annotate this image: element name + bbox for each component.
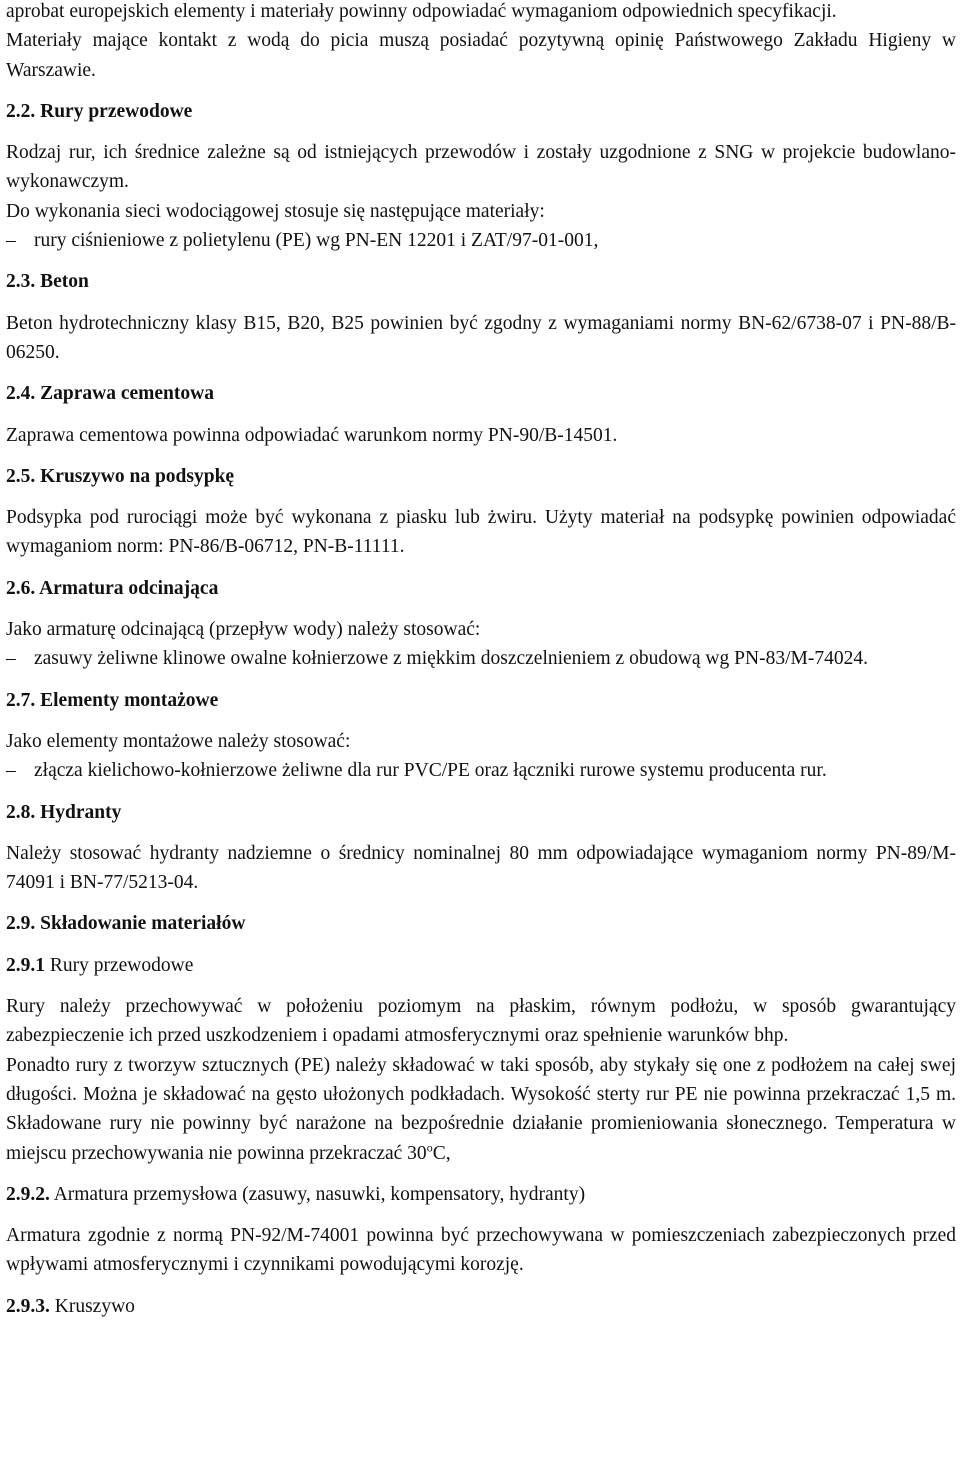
list-item-text: złącza kielichowo-kołnierzowe żeliwne dla rur PVC/PE oraz łączniki rurowe systemu producenta rur. bbox=[34, 760, 827, 782]
section-number: 2.9.1 bbox=[6, 954, 45, 976]
list-item bbox=[6, 644, 956, 673]
section-number: 2.9.3. bbox=[6, 1295, 50, 1317]
section-2-4-paragraph-1: Zaprawa cementowa powinna odpowiadać warunkom normy PN-90/B-14501. bbox=[6, 424, 618, 446]
section-2-9-1-paragraph-1: Rury należy przechowywać w położeniu poziomym na płaskim, równym podłożu, w sposób gwarantujący zabezpieczenie ich przed uszkodzeniem i opadami atmosferycznymi oraz spełnienie warunków bhp. bbox=[6, 996, 956, 1047]
section-number: 2.8. bbox=[6, 801, 36, 823]
section-heading-2-5 bbox=[6, 462, 956, 491]
section-2-8-paragraph-1: Należy stosować hydranty nadziemne o średnicy nominalnej 80 mm odpowiadające wymaganiom normy PN-89/M-74091 i BN-77/5213-04. bbox=[6, 842, 956, 894]
section-title: Rury przewodowe bbox=[40, 100, 193, 122]
section-title: Zaprawa cementowa bbox=[40, 383, 214, 405]
intro-paragraph-2: Materiały mające kontakt z wodą do picia muszą posiadać pozytywną opinię Państwowego Zakładu Higieny w Warszawie. bbox=[6, 30, 956, 81]
subsection-heading-2-9-3 bbox=[6, 1292, 956, 1321]
section-2-2-paragraph-2: Do wykonania sieci wodociągowej stosuje się następujące materiały: bbox=[6, 200, 545, 222]
section-title: Rury przewodowe bbox=[49, 954, 194, 976]
section-title: Armatura odcinająca bbox=[39, 577, 219, 599]
subsection-heading-2-9-2 bbox=[6, 1180, 956, 1209]
dash-bullet: – bbox=[6, 648, 16, 670]
section-2-9-2-paragraph-1: Armatura zgodnie z normą PN-92/M-74001 powinna być przechowywana w pomieszczeniach zabezpieczonych przed wpływami atmosferycznymi i czynnikami powodującymi korozję. bbox=[6, 1225, 956, 1276]
section-title: Kruszywo bbox=[54, 1295, 135, 1317]
section-title: Kruszywo na podsypkę bbox=[40, 465, 235, 487]
section-title: Beton bbox=[40, 271, 89, 293]
section-number: 2.9.2. bbox=[6, 1183, 50, 1205]
section-title: Elementy montażowe bbox=[40, 689, 219, 711]
section-2-5-paragraph-1: Podsypka pod rurociągi może być wykonana z piasku lub żwiru. Użyty materiał na podsypkę powinien odpowiadać wymaganiom norm: PN-86/B-06712, PN-B-11111. bbox=[6, 507, 956, 558]
section-title: Armatura przemysłowa (zasuwy, nasuwki, kompensatory, hydranty) bbox=[53, 1183, 586, 1205]
paragraph-text-end: C, bbox=[432, 1142, 451, 1164]
list-item bbox=[6, 756, 956, 785]
section-heading-2-7 bbox=[6, 686, 956, 715]
section-heading-2-8 bbox=[6, 798, 956, 827]
section-number: 2.5. bbox=[6, 465, 36, 487]
section-heading-2-3 bbox=[6, 267, 956, 296]
section-number: 2.2. bbox=[6, 100, 36, 122]
section-2-7-paragraph-1: Jako elementy montażowe należy stosować: bbox=[6, 730, 351, 752]
section-heading-2-9 bbox=[6, 909, 956, 938]
intro-paragraph-1: aprobat europejskich elementy i materiały powinny odpowiadać wymaganiom odpowiednich specyfikacji. bbox=[6, 1, 837, 22]
section-title: Składowanie materiałów bbox=[40, 913, 246, 935]
dash-bullet: – bbox=[6, 760, 16, 782]
section-2-9-1-paragraph-2 bbox=[6, 1051, 956, 1168]
section-2-2-paragraph-1: Rodzaj rur, ich średnice zależne są od istniejących przewodów i zostały uzgodnione z SNG w projekcie budowlano-wykonawczym. bbox=[6, 142, 956, 193]
degree-superscript: o bbox=[426, 1140, 433, 1154]
section-2-3-paragraph-1: Beton hydrotechniczny klasy B15, B20, B25 powinien być zgodny z wymaganiami normy BN-62/6738-07 i PN-88/B-06250. bbox=[6, 312, 956, 363]
paragraph-text: Ponadto rury z tworzyw sztucznych (PE) należy składować w taki sposób, aby stykały się one z podłożem na całej swej długości. Można je składować na gęsto ułożonych podkładach. Wysokość sterty rur PE nie powinna przekraczać 1,5 m. Składowane rury nie powinny być narażone na bezpośrednie działanie promieniowania słonecznego. Temperatura w miejscu przechowywania nie powinna przekraczać 30 bbox=[6, 1054, 956, 1164]
section-number: 2.4. bbox=[6, 383, 36, 405]
list-item-text: rury ciśnieniowe z polietylenu (PE) wg PN-EN 12201 i ZAT/97-01-001, bbox=[34, 230, 599, 252]
section-heading-2-6 bbox=[6, 574, 956, 603]
subsection-heading-2-9-1 bbox=[6, 951, 956, 980]
section-2-6-paragraph-1: Jako armaturę odcinającą (przepływ wody) należy stosować: bbox=[6, 619, 481, 641]
section-number: 2.6. bbox=[6, 577, 36, 599]
dash-bullet: – bbox=[6, 230, 16, 252]
section-title: Hydranty bbox=[40, 801, 122, 823]
section-number: 2.3. bbox=[6, 271, 36, 293]
section-number: 2.7. bbox=[6, 689, 36, 711]
list-item-text: zasuwy żeliwne klinowe owalne kołnierzowe z miękkim doszczelnieniem z obudową wg PN-83/M-74024. bbox=[34, 648, 868, 670]
section-heading-2-2 bbox=[6, 97, 956, 126]
section-number: 2.9. bbox=[6, 913, 36, 935]
list-item bbox=[6, 226, 956, 255]
section-heading-2-4 bbox=[6, 379, 956, 408]
